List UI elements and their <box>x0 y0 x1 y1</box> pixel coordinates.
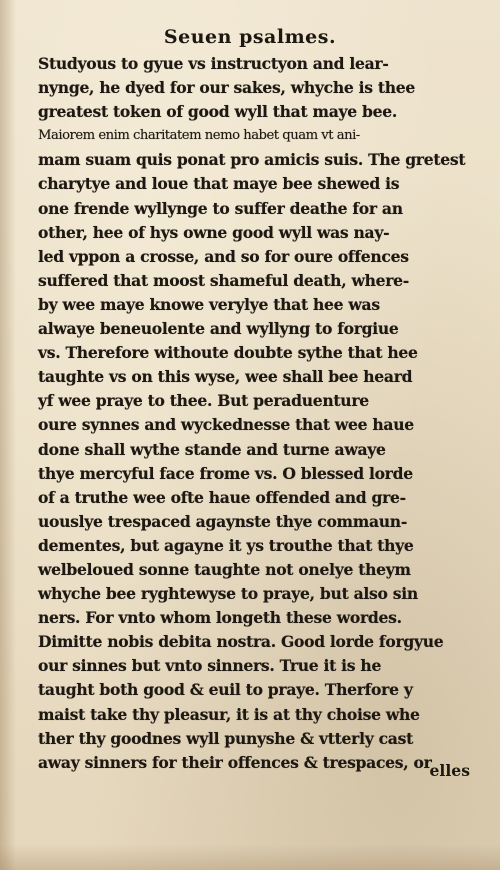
text-line: nynge, he dyed for our sakes, whyche is thee <box>38 78 416 98</box>
text-line: suffered that moost shameful death, where- <box>38 270 409 290</box>
text-line: maist take thy pleasur, it is at thy choise whe <box>38 704 420 724</box>
page-shadow-bottom <box>0 844 500 870</box>
page-shadow-left <box>0 0 16 870</box>
text-line: welbeloued sonne taughte not onelye theym <box>38 559 411 579</box>
text-line: of a truthe wee ofte haue offended and gre- <box>38 487 406 507</box>
text-line: led vppon a crosse, and so for oure offences <box>38 246 409 266</box>
text-line: dementes, but agayne it ys trouthe that thye <box>38 535 414 555</box>
text-line: whyche bee ryghtewyse to praye, but also sin <box>38 584 418 604</box>
catchword: elles <box>429 761 470 780</box>
running-head: Seuen psalmes. <box>163 26 337 48</box>
text-block <box>38 52 474 775</box>
text-line: Maiorem enim charitatem nemo habet quam vt ani- <box>38 128 360 144</box>
text-line: taught both good & euil to praye. Therfore y <box>38 680 413 700</box>
text-line: other, hee of hys owne good wyll was nay- <box>38 222 390 242</box>
text-line: ther thy goodnes wyll punyshe & vtterly cast <box>38 728 413 748</box>
text-line: mam suam quis ponat pro amicis suis. The gretest <box>38 150 466 170</box>
text-line: ners. For vnto whom longeth these wordes. <box>38 608 402 628</box>
text-line: charytye and loue that maye bee shewed is <box>38 174 400 194</box>
text-line: yf wee praye to thee. But peraduenture <box>38 391 369 411</box>
text-line: taughte vs on this wyse, wee shall bee heard <box>38 367 413 387</box>
text-line: away sinners for their offences & trespaces, or <box>38 752 432 772</box>
text-line: one frende wyllynge to suffer deathe for an <box>38 198 403 218</box>
text-line: uouslye trespaced agaynste thye commaun- <box>38 511 408 531</box>
text-line: oure synnes and wyckednesse that wee haue <box>38 415 414 435</box>
text-line: Studyous to gyue vs instructyon and lear- <box>38 54 389 73</box>
text-line: thye mercyful face frome vs. O blessed lorde <box>38 463 413 483</box>
text-line: vs. Therefore withoute doubte sythe that hee <box>38 343 418 363</box>
text-line: our sinnes but vnto sinners. True it is he <box>38 656 382 676</box>
text-line: Dimitte nobis debita nostra. Good lorde forgyue <box>38 632 444 652</box>
text-line: done shall wythe stande and turne awaye <box>38 439 386 459</box>
text-line: by wee maye knowe verylye that hee was <box>38 294 380 314</box>
text-line: alwaye beneuolente and wyllyng to forgiue <box>38 319 399 339</box>
text-line: greatest token of good wyll that maye bee. <box>38 102 397 122</box>
